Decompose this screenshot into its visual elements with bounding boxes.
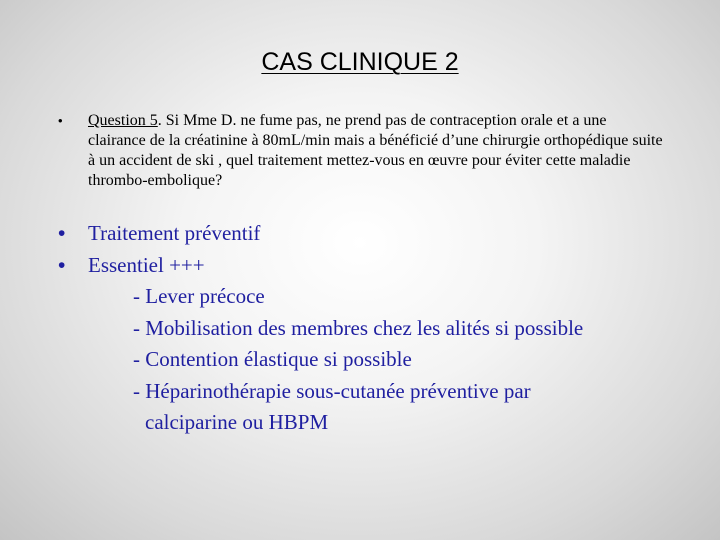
sub-item-heparinotherapie: - Héparinothérapie sous-cutanée préventive par [133,378,531,403]
sub-item-contention: - Contention élastique si possible [133,347,412,371]
answer-item-label: Traitement préventif [88,221,261,245]
question-text [88,111,668,191]
sub-item-mobilisation: - Mobilisation des membres chez les alités si possible [133,315,584,340]
sub-item-lever: - Lever précoce [133,284,265,308]
answer-item-essentiel [58,250,698,282]
sub-item-heparinotherapie-continuation: calciparine ou HBPM [145,410,329,434]
answer-item-label: Essentiel +++ [88,252,205,277]
slide-title-text: CAS CLINIQUE 2 [261,48,459,76]
answer-bullet: • [58,222,66,245]
question-bullet: • [58,113,63,128]
answer-block [58,218,698,439]
slide-title [0,48,720,77]
answer-item-traitement [58,218,698,250]
question-label: Question 5 [88,112,158,129]
answer-bullet: • [58,253,66,277]
question-body: . Si Mme D. ne fume pas, ne prend pas de contraception orale et a une clairance de la créatinine à 80mL/min mais a bénéficié d’une chirurgie orthopédique suite à un accident de ski , quel traitement mettez-vous en œuvre pour éviter cette maladie thrombo-embolique? [88,112,663,189]
